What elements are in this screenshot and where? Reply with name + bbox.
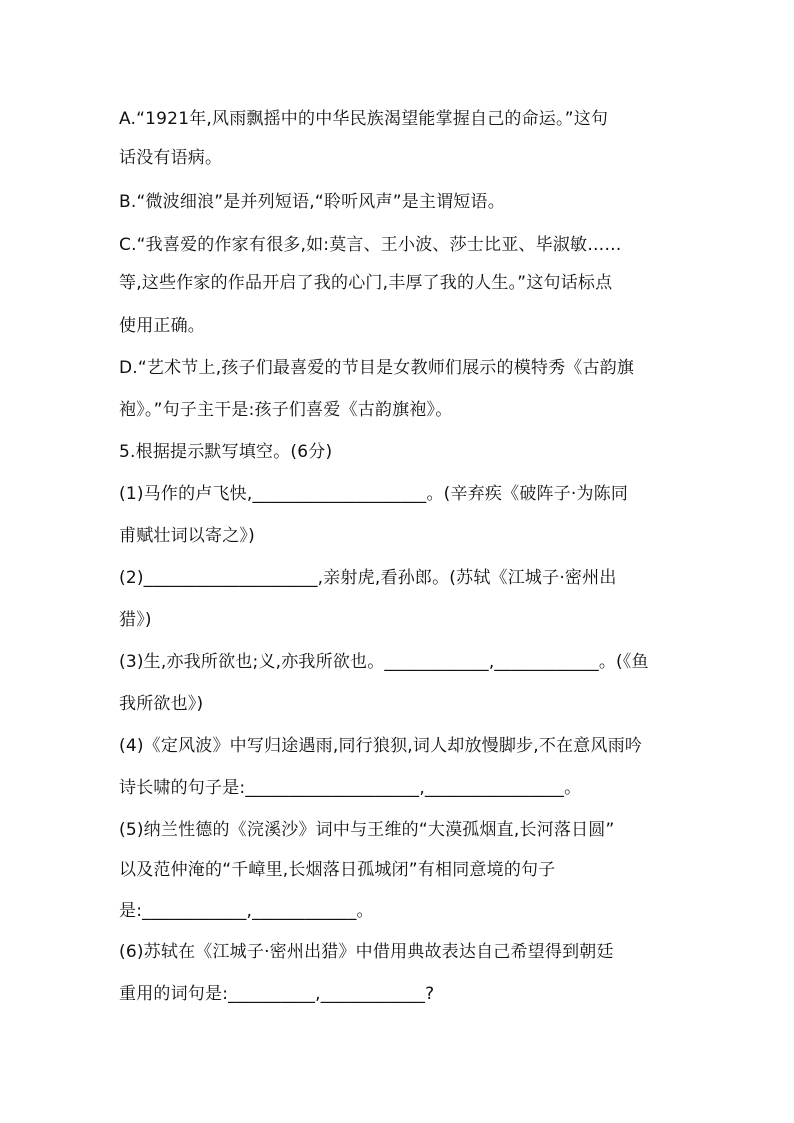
- q5-item-6-line-1: (6)苏轼在《江城子·密州出猎》中借用典故表达自己希望得到朝廷: [119, 942, 614, 962]
- q5-item-4-line-2: 诗长啸的句子是:____________________,________________。: [119, 778, 582, 798]
- q5-item-6-line-2: 重用的词句是:__________,____________?: [119, 984, 435, 1004]
- option-a-line-1: A.“1921年,风雨飘摇中的中华民族渴望能掌握自己的命运。”这句: [119, 109, 609, 129]
- option-a-line-2: 话没有语病。: [119, 148, 223, 168]
- q5-item-3-line-1: (3)生,亦我所欲也;义,亦我所欲也。____________,____________。(《鱼: [119, 652, 649, 672]
- q5-item-4-line-1: (4)《定风波》中写归途遇雨,同行狼狈,词人却放慢脚步,不在意风雨吟: [119, 736, 643, 756]
- q5-item-5-line-1: (5)纳兰性德的《浣溪沙》词中与王维的“大漠孤烟直,长河落日圆”: [119, 820, 615, 840]
- q5-item-3-line-2: 我所欲也》): [119, 694, 204, 714]
- option-c-line-1: C.“我喜爱的作家有很多,如:莫言、王小波、莎士比亚、毕淑敏……: [119, 235, 622, 255]
- option-d-line-1: D.“艺术节上,孩子们最喜爱的节目是女教师们展示的模特秀《古韵旗: [119, 358, 635, 378]
- q5-item-2-line-1: (2)____________________,亲射虎,看孙郎。(苏轼《江城子·密州出: [119, 568, 617, 588]
- q5-item-1-line-1: (1)马作的卢飞快,____________________。(辛弃疾《破阵子·为陈同: [119, 484, 629, 504]
- option-c-line-2: 等,这些作家的作品开启了我的心门,丰厚了我的人生。”这句话标点: [119, 273, 613, 293]
- option-b-line: B.“微波细浪”是并列短语,“聆听风声”是主谓短语。: [119, 192, 505, 212]
- q5-item-5-line-3: 是:____________,____________。: [119, 901, 374, 921]
- q5-item-1-line-2: 甫赋壮词以寄之》): [119, 526, 255, 546]
- option-d-line-2: 袍》。”句子主干是:孩子们喜爱《古韵旗袍》。: [119, 400, 453, 420]
- q5-item-5-line-2: 以及范仲淹的“千嶂里,长烟落日孤城闭”有相同意境的句子: [119, 860, 556, 880]
- q5-item-2-line-2: 猎》): [119, 610, 152, 630]
- option-c-line-3: 使用正确。: [119, 316, 205, 336]
- question-5-heading: 5.根据提示默写填空。(6分): [119, 442, 333, 462]
